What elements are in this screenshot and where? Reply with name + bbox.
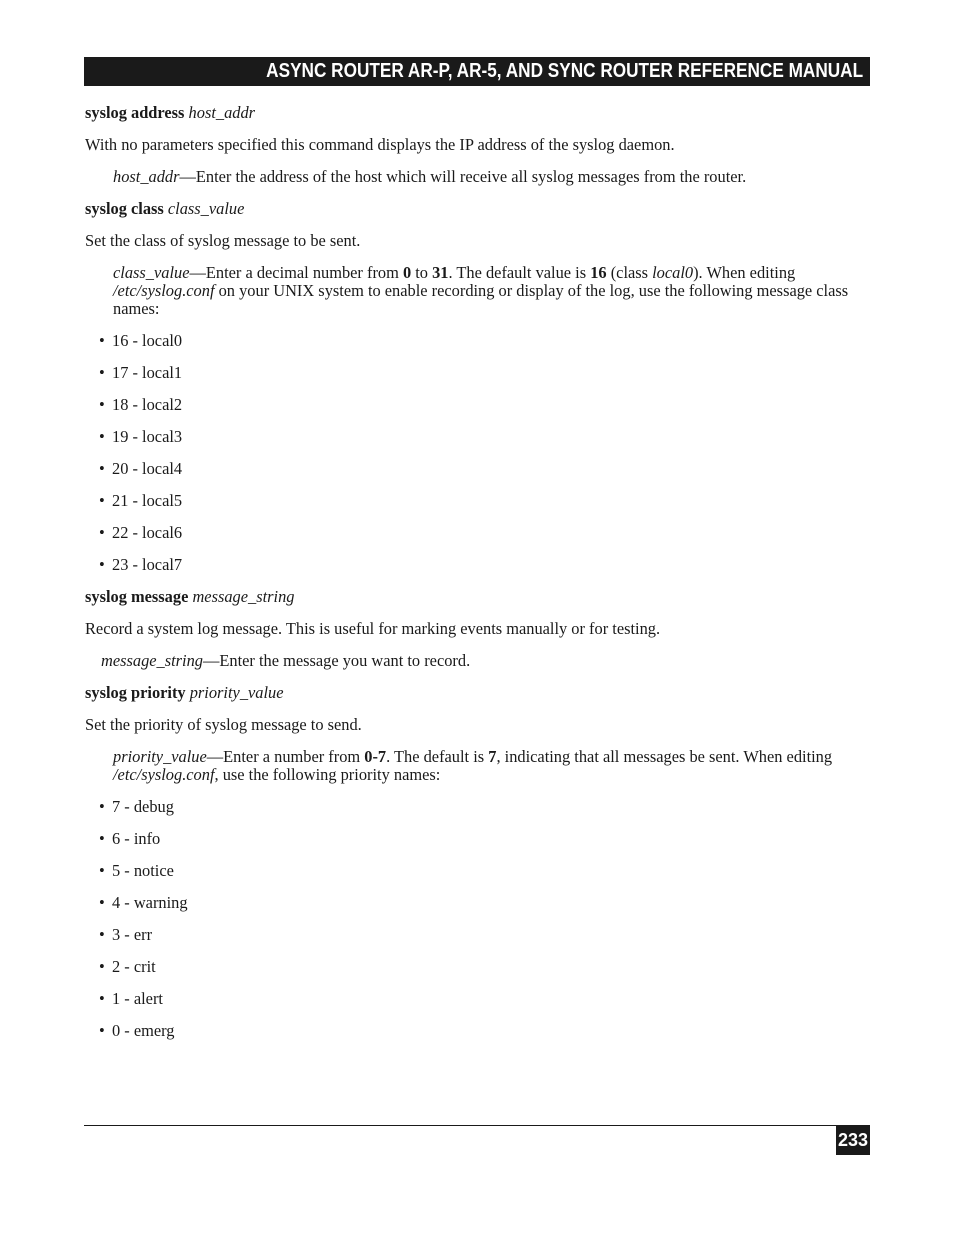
param-text: . The default is bbox=[386, 747, 489, 766]
bullet-icon: • bbox=[99, 861, 105, 880]
bullet-icon: • bbox=[99, 1021, 105, 1040]
command-description: Record a system log message. This is useful for marking events manually or for testing. bbox=[85, 619, 661, 638]
param-value: 31 bbox=[432, 263, 449, 282]
list-item bbox=[99, 396, 865, 414]
list-item bbox=[99, 524, 865, 542]
command-param: message_string bbox=[192, 587, 295, 606]
bullet-icon: • bbox=[99, 427, 105, 446]
param-text: . The default value is bbox=[448, 263, 591, 282]
list-item-text: 5 - notice bbox=[112, 861, 174, 880]
list-item-text: 3 - err bbox=[112, 925, 153, 944]
list-item bbox=[99, 428, 865, 446]
param-text: to bbox=[411, 263, 433, 282]
param-definition bbox=[113, 168, 865, 186]
list-item bbox=[99, 894, 865, 912]
bullet-icon: • bbox=[99, 893, 105, 912]
param-definition bbox=[101, 652, 865, 670]
command-param: priority_value bbox=[189, 683, 284, 702]
bullet-icon: • bbox=[99, 363, 105, 382]
list-item-text: 0 - emerg bbox=[112, 1021, 175, 1040]
bullet-icon: • bbox=[99, 989, 105, 1008]
bullet-icon: • bbox=[99, 957, 105, 976]
page-number: 233 bbox=[836, 1125, 870, 1155]
list-item-text: 21 - local5 bbox=[112, 491, 183, 510]
param-text: —Enter a number from bbox=[206, 747, 365, 766]
command-name: syslog priority bbox=[85, 683, 186, 702]
command-name: syslog address bbox=[85, 103, 185, 122]
list-item bbox=[99, 798, 865, 816]
param-text: ). When editing bbox=[693, 263, 796, 282]
list-item-text: 17 - local1 bbox=[112, 363, 183, 382]
param-term: class_value bbox=[113, 263, 190, 282]
param-value: 0 bbox=[402, 263, 412, 282]
param-text: —Enter a decimal number from bbox=[189, 263, 403, 282]
param-text: —Enter the message you want to record. bbox=[203, 651, 471, 670]
list-item-text: 4 - warning bbox=[112, 893, 188, 912]
bullet-icon: • bbox=[99, 829, 105, 848]
list-item-text: 6 - info bbox=[112, 829, 161, 848]
list-item bbox=[99, 556, 865, 574]
param-value: 16 bbox=[590, 263, 607, 282]
list-item bbox=[99, 862, 865, 880]
list-item-text: 20 - local4 bbox=[112, 459, 183, 478]
bullet-icon: • bbox=[99, 555, 105, 574]
command-name: syslog class bbox=[85, 199, 164, 218]
param-term: message_string bbox=[101, 651, 203, 670]
list-item-text: 19 - local3 bbox=[112, 427, 183, 446]
param-text: —Enter the address of the host which will receive all syslog messages from the router. bbox=[179, 167, 747, 186]
list-item-text: 23 - local7 bbox=[112, 555, 183, 574]
command-param: host_addr bbox=[188, 103, 256, 122]
bullet-icon: • bbox=[99, 331, 105, 350]
list-item-text: 18 - local2 bbox=[112, 395, 183, 414]
command-syslog-address bbox=[85, 104, 865, 122]
file-path: /etc/syslog.conf bbox=[113, 765, 215, 784]
param-term: priority_value bbox=[113, 747, 207, 766]
list-item-text: 16 - local0 bbox=[112, 331, 183, 350]
bullet-icon: • bbox=[99, 523, 105, 542]
param-value: 7 bbox=[488, 747, 497, 766]
param-text: , use the following priority names: bbox=[214, 765, 441, 784]
list-item-text: 22 - local6 bbox=[112, 523, 183, 542]
param-text: (class bbox=[606, 263, 653, 282]
param-term: local0 bbox=[652, 263, 694, 282]
bullet-icon: • bbox=[99, 459, 105, 478]
command-syslog-priority bbox=[85, 684, 865, 702]
param-definition bbox=[113, 264, 865, 318]
command-syslog-class bbox=[85, 200, 865, 218]
param-term: host_addr bbox=[113, 167, 180, 186]
list-item-text: 2 - crit bbox=[112, 957, 156, 976]
param-value: 0-7 bbox=[364, 747, 387, 766]
bullet-icon: • bbox=[99, 925, 105, 944]
list-item-text: 1 - alert bbox=[112, 989, 163, 1008]
page-content bbox=[85, 104, 865, 1054]
class-list bbox=[85, 332, 865, 574]
command-description: Set the priority of syslog message to send. bbox=[85, 715, 362, 734]
command-name: syslog message bbox=[85, 587, 189, 606]
param-definition bbox=[113, 748, 865, 784]
param-text: on your UNIX system to enable recording or display of the log, use the following message class names: bbox=[113, 281, 849, 318]
list-item bbox=[99, 460, 865, 478]
list-item bbox=[99, 332, 865, 350]
footer-rule bbox=[84, 1125, 870, 1126]
page-title: ASYNC ROUTER AR-P, AR-5, AND SYNC ROUTER REFERENCE MANUAL bbox=[266, 60, 863, 82]
list-item bbox=[99, 492, 865, 510]
bullet-icon: • bbox=[99, 395, 105, 414]
list-item bbox=[99, 990, 865, 1008]
command-description: Set the class of syslog message to be sent. bbox=[85, 231, 361, 250]
priority-list bbox=[85, 798, 865, 1040]
param-text: , indicating that all messages be sent. When editing bbox=[496, 747, 833, 766]
file-path: /etc/syslog.conf bbox=[113, 281, 215, 300]
list-item bbox=[99, 958, 865, 976]
bullet-icon: • bbox=[99, 797, 105, 816]
header-bar bbox=[84, 57, 870, 86]
command-param: class_value bbox=[167, 199, 245, 218]
list-item bbox=[99, 830, 865, 848]
command-syslog-message bbox=[85, 588, 865, 606]
list-item bbox=[99, 364, 865, 382]
bullet-icon: • bbox=[99, 491, 105, 510]
list-item bbox=[99, 926, 865, 944]
list-item bbox=[99, 1022, 865, 1040]
list-item-text: 7 - debug bbox=[112, 797, 174, 816]
command-description: With no parameters specified this command displays the IP address of the syslog daemon. bbox=[85, 135, 675, 154]
